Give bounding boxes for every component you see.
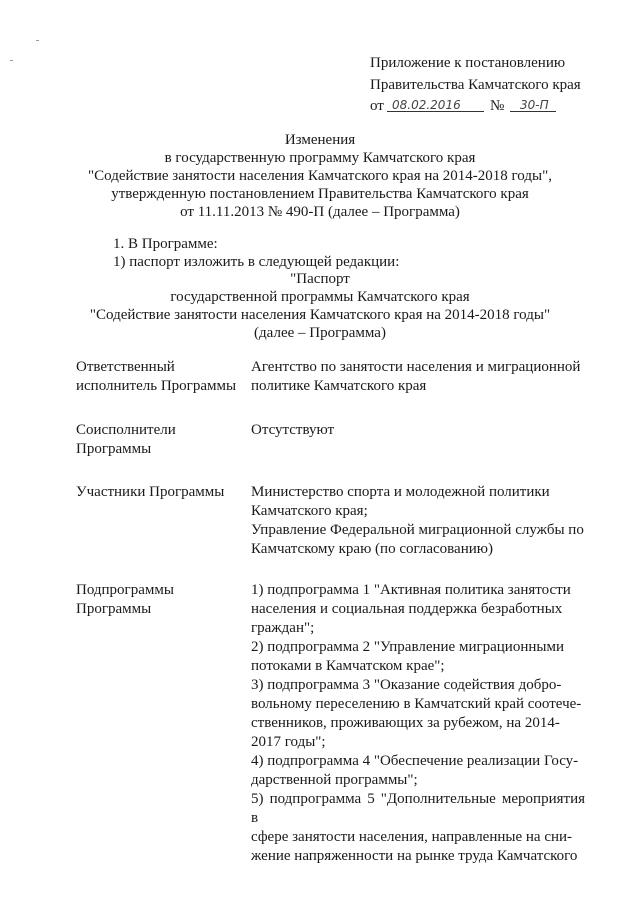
value-line: политике Камчатского края xyxy=(251,378,427,394)
row-label-subprograms xyxy=(76,581,246,619)
value-line: Управление Федеральной миграционной службы по xyxy=(251,522,584,538)
value-line: 2017 годы"; xyxy=(251,734,326,750)
title-line-5: от 11.11.2013 № 490-П (далее – Программа) xyxy=(180,204,460,220)
value-line: вольному переселению в Камчатский край соотече- xyxy=(251,696,582,712)
passport-header-line-4: (далее – Программа) xyxy=(254,325,386,341)
value-line: 5) подпрограмма 5 "Дополнительные мероприятия в xyxy=(251,791,585,826)
label-line: Ответственный xyxy=(76,359,175,375)
row-value-coexecutors xyxy=(251,421,585,440)
value-line: граждан"; xyxy=(251,620,315,636)
label-line: Соисполнители xyxy=(76,422,176,438)
passport-header-line-1: "Паспорт xyxy=(290,271,350,287)
title-line-4: утвержденную постановлением Правительства Камчатского края xyxy=(111,186,529,202)
value-line: дарственной программы"; xyxy=(251,772,418,788)
appendix-from-label: от xyxy=(370,98,384,114)
row-value-participants xyxy=(251,483,585,559)
row-value-subprograms xyxy=(251,581,585,866)
label-line: Программы xyxy=(76,441,152,457)
value-line: Отсутствуют xyxy=(251,422,335,438)
row-value-responsible xyxy=(251,358,585,396)
value-line: 2) подпрограмма 2 "Управление миграционными xyxy=(251,639,564,655)
value-line: Министерство спорта и молодежной политики xyxy=(251,484,550,500)
passport-header-line-3: "Содействие занятости населения Камчатского края на 2014-2018 годы" xyxy=(89,307,551,323)
value-line: Камчатского края; xyxy=(251,503,368,519)
value-line: 3) подпрограмма 3 "Оказание содействия добро- xyxy=(251,677,562,693)
number-underline xyxy=(510,111,556,112)
label-line: Участники Программы xyxy=(76,484,225,500)
value-line: жение напряженности на рынке труда Камчатского xyxy=(251,848,578,864)
appendix-line-1: Приложение к постановлению xyxy=(370,55,566,71)
value-line: 1) подпрограмма 1 "Активная политика занятости xyxy=(251,582,571,598)
appendix-number-value: 30-П xyxy=(520,98,549,112)
row-label-responsible xyxy=(76,358,246,396)
title-line-1: Изменения xyxy=(284,132,356,148)
value-line: Агентство по занятости населения и миграционной xyxy=(251,359,581,375)
value-line: потоками в Камчатском крае"; xyxy=(251,658,445,674)
label-line: исполнитель Программы xyxy=(76,378,237,394)
title-line-3: "Содействие занятости населения Камчатского края на 2014-2018 годы", xyxy=(88,168,552,184)
appendix-line-2: Правительства Камчатского края xyxy=(370,77,581,93)
value-line: ственников, проживающих за рубежом, на 2014- xyxy=(251,715,560,731)
value-line: 4) подпрограмма 4 "Обеспечение реализации Госу- xyxy=(251,753,579,769)
value-line: сфере занятости населения, направленные на сни- xyxy=(251,829,573,845)
value-line: Камчатскому краю (по согласованию) xyxy=(251,541,493,557)
title-line-2: в государственную программу Камчатского края xyxy=(164,150,476,166)
appendix-date-value: 08.02.2016 xyxy=(392,98,461,112)
scan-mark xyxy=(10,60,13,61)
scan-mark xyxy=(36,40,39,41)
appendix-number-label: № xyxy=(490,98,505,114)
label-line: Программы xyxy=(76,601,152,617)
row-label-coexecutors xyxy=(76,421,246,459)
label-line: Подпрограммы xyxy=(76,582,174,598)
passport-header-line-2: государственной программы Камчатского края xyxy=(170,289,470,305)
intro-item-2: 1) паспорт изложить в следующей редакции: xyxy=(113,254,400,270)
date-underline xyxy=(387,111,484,112)
row-label-participants xyxy=(76,483,246,502)
intro-item-1: 1. В Программе: xyxy=(113,236,218,252)
value-line: населения и социальная поддержка безработных xyxy=(251,601,563,617)
